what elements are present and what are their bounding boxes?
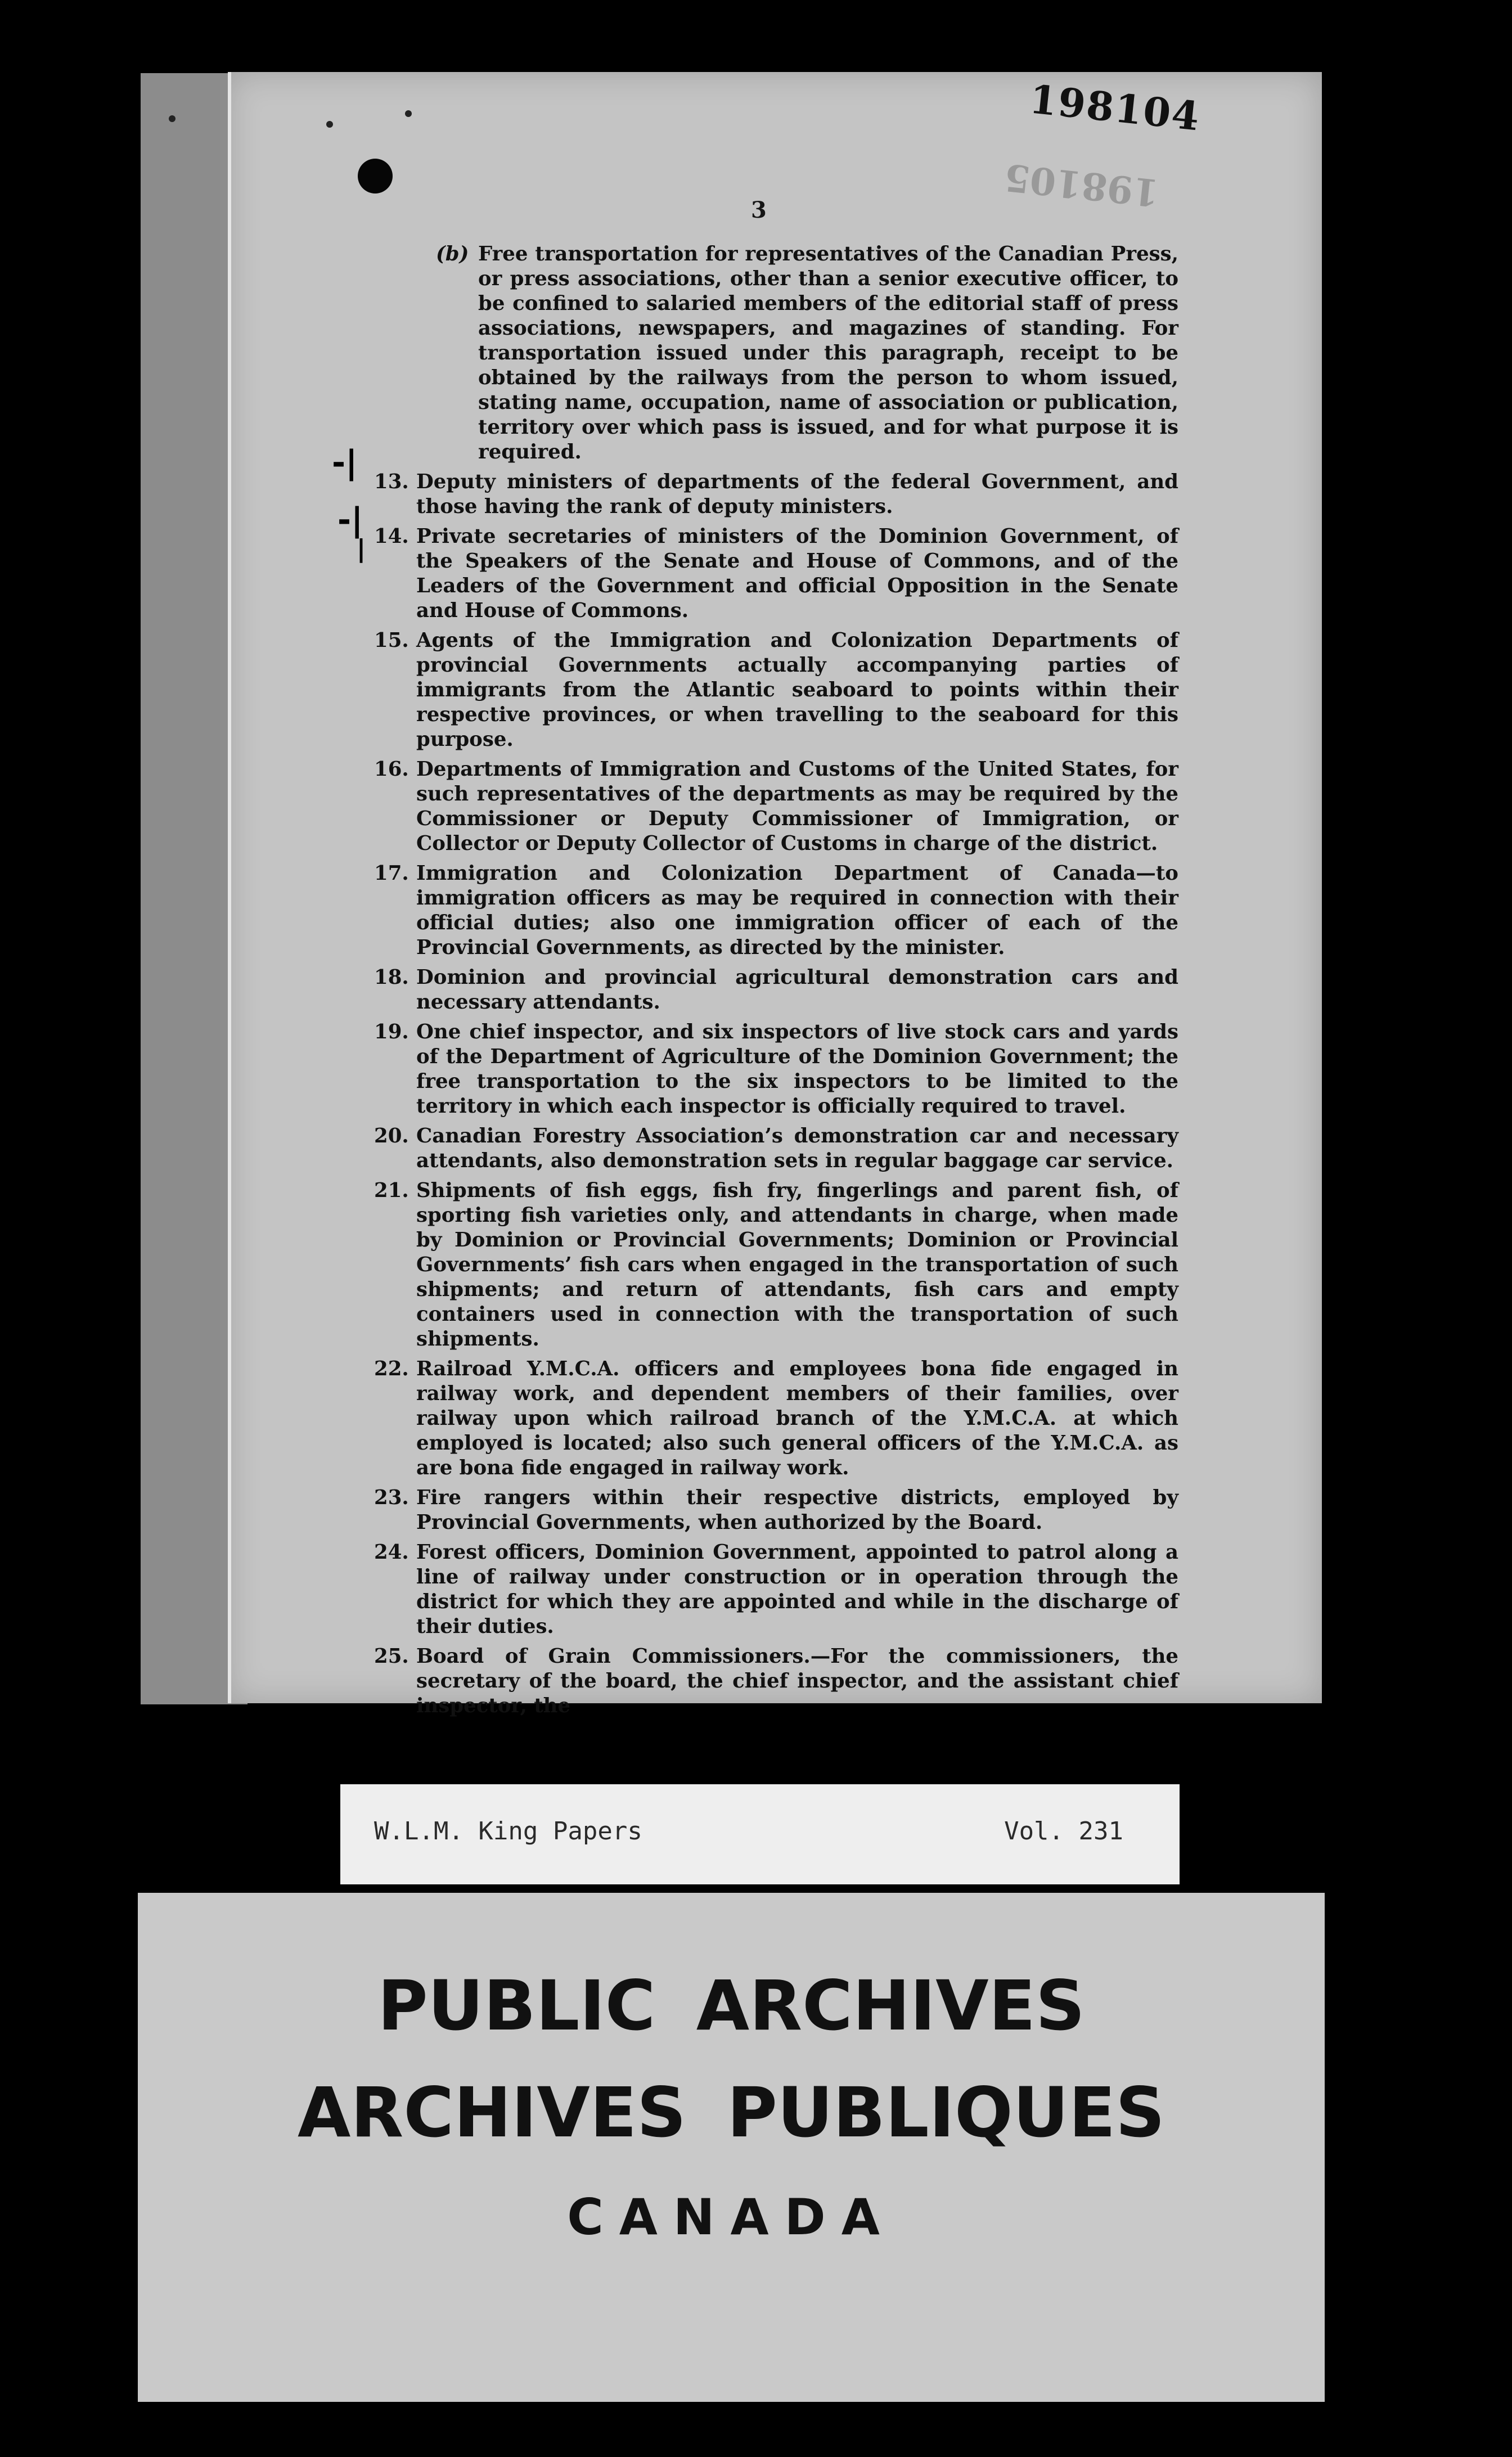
stamp-line-country: CANADA <box>567 2188 896 2246</box>
page-number: 3 <box>751 197 767 223</box>
list-item <box>335 965 1178 1015</box>
archives-stamp <box>138 1893 1325 2402</box>
document-body <box>335 242 1178 1724</box>
list-item <box>335 524 1178 623</box>
item-number: 21. <box>374 1179 409 1202</box>
item-number: 23. <box>374 1486 409 1509</box>
item-text: Private secretaries of ministers of the Dominion Government, of the Speakers of the Senate and House of Commons, and of the Leaders of the Government and official Opposition in the Senate and House of Commons. <box>416 525 1178 622</box>
speck <box>169 115 176 122</box>
item-text: Immigration and Colonization Department of Canada—to immigration officers as may be required in connection with their official duties; also one immigration officer of each of the Provincial Governments, as directed by the minister. <box>416 862 1178 959</box>
item-number: 22. <box>374 1357 409 1380</box>
item-number: 24. <box>374 1541 409 1564</box>
list-item <box>335 1178 1178 1352</box>
page-edge <box>228 72 231 1703</box>
collection-name: W.L.M. King Papers <box>374 1817 642 1846</box>
item-number: 20. <box>374 1124 409 1148</box>
item-text: Board of Grain Commissioners.—For the commissioners, the secretary of the board, the chief inspector, and the assistant chief inspector, the <box>416 1645 1178 1717</box>
item-number: 18. <box>374 966 409 989</box>
list-item <box>335 757 1178 856</box>
item-text: Forest officers, Dominion Government, appointed to patrol along a line of railway under construction or in operation through the district for which they are appointed and while in the discharge of their duties. <box>416 1541 1178 1638</box>
stamp-line-english: PUBLIC ARCHIVES <box>377 1966 1085 2046</box>
item-text: Fire rangers within their respective districts, employed by Provincial Governments, when authorized by the Board. <box>416 1486 1178 1534</box>
item-text: One chief inspector, and six inspectors of live stock cars and yards of the Department of Agriculture of the Dominion Government; the free transportation to the six inspectors to be limited to the territory in which each inspector is officially required to travel. <box>416 1020 1178 1118</box>
item-number: 15. <box>374 629 409 652</box>
item-number: 17. <box>374 862 409 885</box>
punch-hole <box>358 159 393 194</box>
stamp-line-french: ARCHIVES PUBLIQUES <box>297 2073 1166 2153</box>
item-number: 16. <box>374 758 409 781</box>
list-item <box>335 1357 1178 1480</box>
list-item <box>335 628 1178 752</box>
speck <box>405 110 412 117</box>
folio-number: 198104 <box>1027 75 1203 140</box>
item-text: Railroad Y.M.C.A. officers and employees bona fide engaged in railway work, and dependent members of their families, over railway upon which railroad branch of the Y.M.C.A. at which employed is located; also such general officers of the Y.M.C.A. as are bona fide engaged in railway work. <box>416 1357 1178 1479</box>
item-number: 25. <box>374 1645 409 1668</box>
item-number: 14. <box>374 525 409 548</box>
list-item <box>335 242 1178 465</box>
margin-mark: -| <box>338 501 363 539</box>
item-text: Deputy ministers of departments of the federal Government, and those having the rank of deputy ministers. <box>416 470 1178 518</box>
item-text: Canadian Forestry Association’s demonstration car and necessary attendants, also demonstration sets in regular baggage car service. <box>416 1124 1178 1172</box>
item-number: (b) <box>436 242 469 266</box>
list-item <box>335 1644 1178 1718</box>
item-text: Shipments of fish eggs, fish fry, fingerlings and parent fish, of sporting fish varieties only, and attendants in charge, when made by Dominion or Provincial Governments; Dominion or Provincial Governments’ fish cars when engaged in the transportation of such shipments; and return of attendants, fish cars and empty containers used in connection with the transportation of such shipments. <box>416 1179 1178 1351</box>
list-item <box>335 1124 1178 1173</box>
list-item <box>335 1486 1178 1535</box>
margin-mark: -| <box>332 443 358 482</box>
item-text: Dominion and provincial agricultural demonstration cars and necessary attendants. <box>416 966 1178 1014</box>
item-number: 13. <box>374 470 409 493</box>
item-text: Free transportation for representatives of the Canadian Press, or press associations, other than a senior executive officer, to be confined to salaried members of the editorial staff of press associations, newspapers, and magazines of standing. For transportation issued under this paragraph, receipt to be obtained by the railways from the person to whom issued, stating name, occupation, name of association or publication, territory over which pass is issued, and for what purpose it is required. <box>478 242 1178 464</box>
folio-ghost: 198105 <box>1002 155 1161 215</box>
list-item <box>335 1540 1178 1639</box>
margin-mark: | <box>357 534 366 563</box>
volume-number: Vol. 231 <box>1004 1817 1123 1846</box>
speck <box>326 121 333 128</box>
collection-label <box>340 1784 1180 1884</box>
item-number: 19. <box>374 1020 409 1043</box>
list-item <box>335 1020 1178 1119</box>
item-text: Agents of the Immigration and Colonization Departments of provincial Governments actually accompanying parties of immigrants from the Atlantic seaboard to points within their respective provinces, or when travelling to the seaboard for this purpose. <box>416 629 1178 751</box>
item-text: Departments of Immigration and Customs of the United States, for such representatives of the departments as may be required by the Commissioner or Deputy Commissioner of Immigration, or Collector or Deputy Collector of Customs in charge of the district. <box>416 758 1178 855</box>
list-item <box>335 470 1178 519</box>
list-item <box>335 861 1178 960</box>
